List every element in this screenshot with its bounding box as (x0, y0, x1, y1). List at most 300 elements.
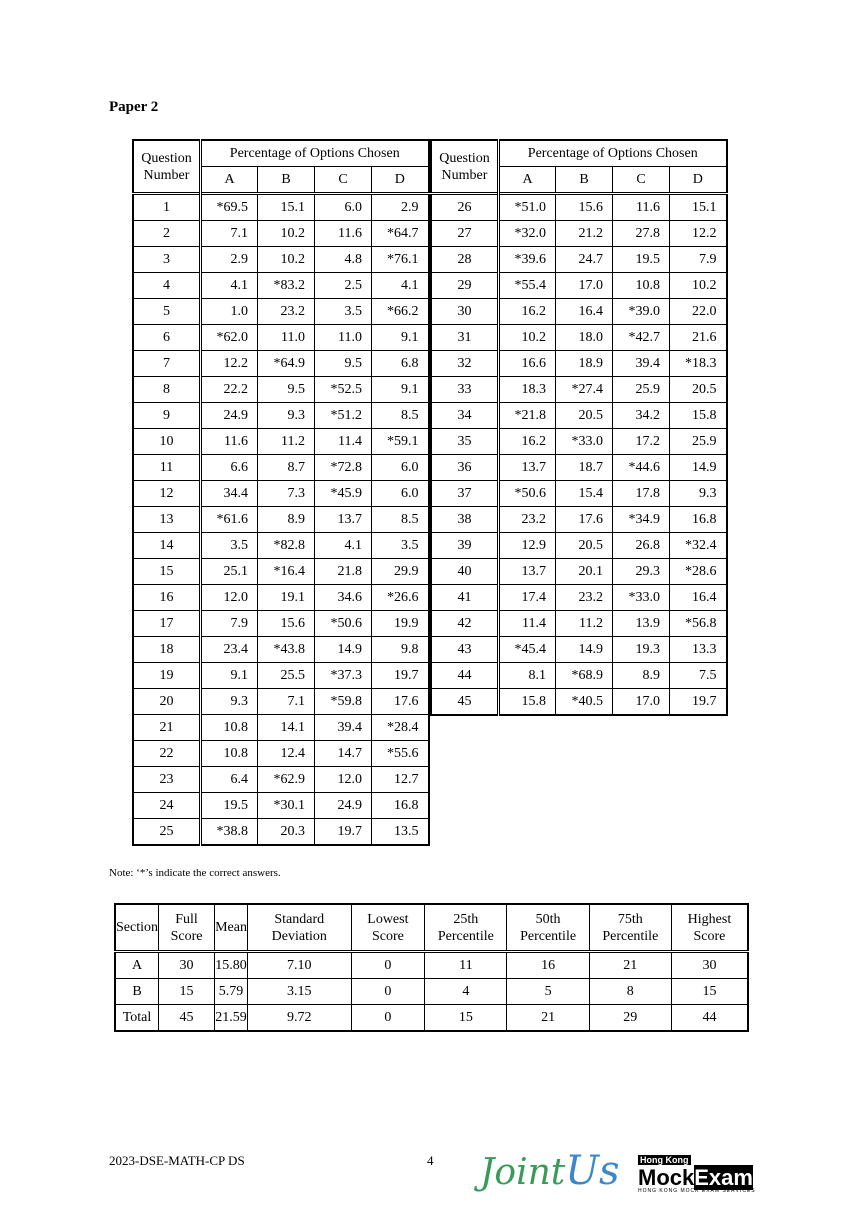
table-row (431, 351, 727, 377)
option-percentage: 8.7 (258, 455, 315, 481)
option-percentage: 20.5 (556, 403, 613, 429)
option-percentage: 17.2 (613, 429, 670, 455)
option-percentage: 16.6 (499, 351, 556, 377)
option-percentage: 17.4 (499, 585, 556, 611)
option-percentage: 16.4 (670, 585, 727, 611)
stats-cell: 30 (671, 952, 748, 979)
option-percentage: *45.9 (315, 481, 372, 507)
option-percentage: 25.5 (258, 663, 315, 689)
option-percentage: 20.3 (258, 819, 315, 846)
table-row (431, 507, 727, 533)
stats-cell: A (115, 952, 159, 979)
option-percentage: 16.2 (499, 429, 556, 455)
table-row (431, 533, 727, 559)
option-percentage: 27.8 (613, 221, 670, 247)
option-percentage: *34.9 (613, 507, 670, 533)
question-number: 23 (133, 767, 201, 793)
option-percentage: 19.7 (372, 663, 429, 689)
option-percentage: 17.8 (613, 481, 670, 507)
question-number-header: Question Number (133, 140, 201, 194)
option-percentage: 10.8 (201, 715, 258, 741)
option-percentage: 7.9 (670, 247, 727, 273)
option-percentage: 18.7 (556, 455, 613, 481)
option-percentage: 23.2 (499, 507, 556, 533)
option-percentage: 11.4 (315, 429, 372, 455)
question-number-header: Question Number (431, 140, 499, 194)
option-percentage: 10.2 (258, 221, 315, 247)
option-percentage: 10.2 (258, 247, 315, 273)
option-percentage: 19.5 (613, 247, 670, 273)
option-percentage: *18.3 (670, 351, 727, 377)
option-percentage: 17.6 (556, 507, 613, 533)
question-number: 13 (133, 507, 201, 533)
option-percentage: 7.3 (258, 481, 315, 507)
option-percentage: *68.9 (556, 663, 613, 689)
option-percentage: 24.9 (201, 403, 258, 429)
option-percentage: 12.9 (499, 533, 556, 559)
option-percentage: *30.1 (258, 793, 315, 819)
question-number: 19 (133, 663, 201, 689)
stats-cell: 8 (589, 979, 671, 1005)
option-percentage: *50.6 (315, 611, 372, 637)
option-percentage: 9.1 (372, 377, 429, 403)
option-percentage: 23.4 (201, 637, 258, 663)
option-percentage: 8.1 (499, 663, 556, 689)
note: Note: ‘*’s indicate the correct answers. (109, 867, 281, 879)
options-table-right (430, 139, 728, 716)
option-percentage: 22.2 (201, 377, 258, 403)
option-header: B (556, 167, 613, 194)
option-percentage: 14.9 (670, 455, 727, 481)
option-header: C (315, 167, 372, 194)
percentage-header: Percentage of Options Chosen (201, 140, 429, 167)
option-percentage: 4.1 (201, 273, 258, 299)
option-percentage: *27.4 (556, 377, 613, 403)
table-row (431, 403, 727, 429)
question-number: 2 (133, 221, 201, 247)
question-number: 27 (431, 221, 499, 247)
option-percentage: *59.8 (315, 689, 372, 715)
option-percentage: 12.7 (372, 767, 429, 793)
table-row (133, 611, 429, 637)
option-percentage: 20.1 (556, 559, 613, 585)
option-percentage: 11.2 (556, 611, 613, 637)
option-percentage: *66.2 (372, 299, 429, 325)
option-percentage: *51.0 (499, 194, 556, 221)
option-percentage: 13.5 (372, 819, 429, 846)
option-percentage: 7.5 (670, 663, 727, 689)
table-row (133, 663, 429, 689)
stats-cell: 44 (671, 1005, 748, 1032)
option-percentage: *62.9 (258, 767, 315, 793)
option-percentage: 34.6 (315, 585, 372, 611)
option-header: C (613, 167, 670, 194)
option-percentage: 10.8 (201, 741, 258, 767)
option-percentage: 12.2 (670, 221, 727, 247)
option-percentage: 13.7 (315, 507, 372, 533)
question-number: 31 (431, 325, 499, 351)
option-percentage: *72.8 (315, 455, 372, 481)
stats-header: Lowest Score (351, 904, 425, 952)
option-percentage: *69.5 (201, 194, 258, 221)
option-percentage: 11.4 (499, 611, 556, 637)
option-percentage: 2.9 (201, 247, 258, 273)
question-number: 39 (431, 533, 499, 559)
table-row (431, 247, 727, 273)
table-row (133, 741, 429, 767)
table-row (431, 221, 727, 247)
option-percentage: 17.0 (613, 689, 670, 716)
question-number: 30 (431, 299, 499, 325)
option-percentage: 34.2 (613, 403, 670, 429)
option-percentage: *26.6 (372, 585, 429, 611)
option-percentage: 19.9 (372, 611, 429, 637)
stats-cell: 5.79 (215, 979, 248, 1005)
page-number: 4 (427, 1153, 434, 1168)
question-number: 8 (133, 377, 201, 403)
option-percentage: 8.5 (372, 507, 429, 533)
option-percentage: 16.8 (670, 507, 727, 533)
option-percentage: *59.1 (372, 429, 429, 455)
option-percentage: 19.5 (201, 793, 258, 819)
question-number: 43 (431, 637, 499, 663)
table-row (133, 221, 429, 247)
option-percentage: 12.0 (315, 767, 372, 793)
table-row (431, 663, 727, 689)
option-percentage: 6.6 (201, 455, 258, 481)
question-number: 14 (133, 533, 201, 559)
option-percentage: 9.3 (258, 403, 315, 429)
option-header: B (258, 167, 315, 194)
option-percentage: 9.1 (372, 325, 429, 351)
stats-cell: 3.15 (247, 979, 351, 1005)
table-row (431, 689, 727, 716)
option-percentage: 6.0 (315, 194, 372, 221)
option-percentage: 14.7 (315, 741, 372, 767)
option-percentage: 10.8 (613, 273, 670, 299)
option-percentage: 23.2 (556, 585, 613, 611)
option-percentage: 15.1 (258, 194, 315, 221)
percentage-header: Percentage of Options Chosen (499, 140, 727, 167)
table-row (133, 715, 429, 741)
option-percentage: 25.9 (670, 429, 727, 455)
option-percentage: 6.4 (201, 767, 258, 793)
option-percentage: 16.4 (556, 299, 613, 325)
option-percentage: 10.2 (499, 325, 556, 351)
table-row (431, 481, 727, 507)
option-percentage: 19.7 (315, 819, 372, 846)
option-percentage: 9.5 (258, 377, 315, 403)
table-row (133, 299, 429, 325)
option-percentage: *42.7 (613, 325, 670, 351)
table-row (133, 689, 429, 715)
option-percentage: 9.3 (201, 689, 258, 715)
stats-cell: 16 (507, 952, 589, 979)
table-row (115, 952, 748, 979)
table-row (431, 585, 727, 611)
option-percentage: 7.1 (201, 221, 258, 247)
stats-cell: 15 (159, 979, 215, 1005)
table-row (431, 377, 727, 403)
option-percentage: 20.5 (556, 533, 613, 559)
option-percentage: 9.5 (315, 351, 372, 377)
question-number: 12 (133, 481, 201, 507)
option-percentage: 11.2 (258, 429, 315, 455)
question-number: 26 (431, 194, 499, 221)
question-number: 34 (431, 403, 499, 429)
option-percentage: *28.4 (372, 715, 429, 741)
question-number: 9 (133, 403, 201, 429)
question-number: 42 (431, 611, 499, 637)
option-percentage: *33.0 (556, 429, 613, 455)
table-row (115, 979, 748, 1005)
option-percentage: 34.4 (201, 481, 258, 507)
table-row (133, 819, 429, 846)
stats-header: 50th Percentile (507, 904, 589, 952)
table-row (431, 637, 727, 663)
question-number: 11 (133, 455, 201, 481)
option-percentage: 2.9 (372, 194, 429, 221)
question-number: 21 (133, 715, 201, 741)
option-percentage: 19.1 (258, 585, 315, 611)
table-row (133, 403, 429, 429)
table-row (133, 194, 429, 221)
table-row (431, 194, 727, 221)
option-percentage: 25.1 (201, 559, 258, 585)
option-percentage: 15.1 (670, 194, 727, 221)
option-percentage: 13.7 (499, 455, 556, 481)
option-percentage: 9.3 (670, 481, 727, 507)
option-percentage: *76.1 (372, 247, 429, 273)
option-percentage: 6.0 (372, 481, 429, 507)
option-percentage: 20.5 (670, 377, 727, 403)
option-percentage: 11.6 (613, 194, 670, 221)
option-percentage: *37.3 (315, 663, 372, 689)
option-percentage: 21.6 (670, 325, 727, 351)
stats-header: Standard Deviation (247, 904, 351, 952)
option-percentage: 7.9 (201, 611, 258, 637)
question-number: 7 (133, 351, 201, 377)
stats-cell: 7.10 (247, 952, 351, 979)
table-row (133, 767, 429, 793)
question-number: 24 (133, 793, 201, 819)
stats-cell: 15.80 (215, 952, 248, 979)
option-percentage: *56.8 (670, 611, 727, 637)
option-percentage: 19.7 (670, 689, 727, 716)
table-row (133, 325, 429, 351)
stats-cell: 9.72 (247, 1005, 351, 1032)
table-row (431, 611, 727, 637)
option-percentage: 21.2 (556, 221, 613, 247)
option-percentage: 4.1 (315, 533, 372, 559)
question-number: 45 (431, 689, 499, 716)
question-number: 5 (133, 299, 201, 325)
table-row (133, 351, 429, 377)
table-row (133, 585, 429, 611)
option-percentage: 15.8 (670, 403, 727, 429)
option-percentage: 15.8 (499, 689, 556, 716)
table-row (133, 377, 429, 403)
option-percentage: 11.6 (201, 429, 258, 455)
question-number: 25 (133, 819, 201, 846)
option-percentage: *83.2 (258, 273, 315, 299)
option-percentage: 6.8 (372, 351, 429, 377)
option-percentage: 11.0 (258, 325, 315, 351)
table-row (431, 455, 727, 481)
option-percentage: *38.8 (201, 819, 258, 846)
option-header: D (372, 167, 429, 194)
option-percentage: 2.5 (315, 273, 372, 299)
option-percentage: 18.3 (499, 377, 556, 403)
table-row (133, 273, 429, 299)
option-header: D (670, 167, 727, 194)
option-percentage: 3.5 (201, 533, 258, 559)
option-percentage: 11.6 (315, 221, 372, 247)
option-percentage: 24.7 (556, 247, 613, 273)
footer-code: 2023-DSE-MATH-CP DS (109, 1153, 245, 1168)
stats-header: 75th Percentile (589, 904, 671, 952)
option-percentage: *39.6 (499, 247, 556, 273)
option-header: A (201, 167, 258, 194)
stats-header: Section (115, 904, 159, 952)
stats-cell: 21 (507, 1005, 589, 1032)
table-row (431, 559, 727, 585)
option-percentage: 12.4 (258, 741, 315, 767)
option-percentage: 39.4 (315, 715, 372, 741)
option-percentage: 4.1 (372, 273, 429, 299)
option-percentage: 7.1 (258, 689, 315, 715)
question-number: 36 (431, 455, 499, 481)
option-percentage: 1.0 (201, 299, 258, 325)
question-number: 3 (133, 247, 201, 273)
table-row (133, 507, 429, 533)
stats-cell: 5 (507, 979, 589, 1005)
question-number: 22 (133, 741, 201, 767)
stats-cell: 15 (425, 1005, 507, 1032)
option-percentage: *33.0 (613, 585, 670, 611)
option-percentage: 14.1 (258, 715, 315, 741)
table-row (431, 299, 727, 325)
option-percentage: 39.4 (613, 351, 670, 377)
option-percentage: 12.0 (201, 585, 258, 611)
option-percentage: *55.6 (372, 741, 429, 767)
option-percentage: *64.9 (258, 351, 315, 377)
stats-header: Highest Score (671, 904, 748, 952)
option-percentage: 13.9 (613, 611, 670, 637)
table-row (133, 247, 429, 273)
option-percentage: 15.6 (556, 194, 613, 221)
option-percentage: 11.0 (315, 325, 372, 351)
option-percentage: 14.9 (315, 637, 372, 663)
stats-cell: 4 (425, 979, 507, 1005)
option-percentage: 4.8 (315, 247, 372, 273)
option-percentage: *44.6 (613, 455, 670, 481)
stats-cell: Total (115, 1005, 159, 1032)
option-percentage: 26.8 (613, 533, 670, 559)
stats-cell: 0 (351, 952, 425, 979)
option-percentage: *21.8 (499, 403, 556, 429)
question-number: 18 (133, 637, 201, 663)
option-percentage: 8.5 (372, 403, 429, 429)
question-number: 16 (133, 585, 201, 611)
option-percentage: 24.9 (315, 793, 372, 819)
stats-cell: 15 (671, 979, 748, 1005)
option-percentage: 8.9 (258, 507, 315, 533)
option-percentage: *50.6 (499, 481, 556, 507)
option-percentage: 19.3 (613, 637, 670, 663)
option-percentage: 23.2 (258, 299, 315, 325)
table-row (133, 793, 429, 819)
option-percentage: *52.5 (315, 377, 372, 403)
option-percentage: 16.8 (372, 793, 429, 819)
table-row (431, 325, 727, 351)
question-number: 35 (431, 429, 499, 455)
option-percentage: 22.0 (670, 299, 727, 325)
question-number: 15 (133, 559, 201, 585)
question-number: 38 (431, 507, 499, 533)
stats-cell: B (115, 979, 159, 1005)
option-percentage: 13.7 (499, 559, 556, 585)
question-number: 37 (431, 481, 499, 507)
question-number: 33 (431, 377, 499, 403)
table-row (431, 273, 727, 299)
option-percentage: *39.0 (613, 299, 670, 325)
option-percentage: 18.9 (556, 351, 613, 377)
option-percentage: 17.0 (556, 273, 613, 299)
option-percentage: 3.5 (315, 299, 372, 325)
options-table-left (132, 139, 430, 846)
table-row (133, 533, 429, 559)
option-percentage: *16.4 (258, 559, 315, 585)
question-number: 4 (133, 273, 201, 299)
table-row (133, 559, 429, 585)
option-percentage: *55.4 (499, 273, 556, 299)
option-percentage: 14.9 (556, 637, 613, 663)
question-number: 6 (133, 325, 201, 351)
question-number: 10 (133, 429, 201, 455)
stats-cell: 0 (351, 1005, 425, 1032)
stats-cell: 0 (351, 979, 425, 1005)
option-percentage: *82.8 (258, 533, 315, 559)
option-percentage: 21.8 (315, 559, 372, 585)
option-percentage: 6.0 (372, 455, 429, 481)
stats-header: Mean (215, 904, 248, 952)
option-percentage: *28.6 (670, 559, 727, 585)
option-percentage: 3.5 (372, 533, 429, 559)
option-percentage: *45.4 (499, 637, 556, 663)
option-percentage: 17.6 (372, 689, 429, 715)
option-percentage: *43.8 (258, 637, 315, 663)
stats-cell: 29 (589, 1005, 671, 1032)
statistics-table (114, 903, 749, 1032)
table-row (133, 481, 429, 507)
option-header: A (499, 167, 556, 194)
hk-mock-exam-logo: Hong Kong MockExam HONG KONG MOCK EXAM SERVICES (638, 1155, 756, 1194)
option-percentage: 9.8 (372, 637, 429, 663)
option-percentage: 12.2 (201, 351, 258, 377)
option-percentage: *32.0 (499, 221, 556, 247)
stats-cell: 45 (159, 1005, 215, 1032)
option-percentage: 15.4 (556, 481, 613, 507)
table-row (133, 429, 429, 455)
question-number: 28 (431, 247, 499, 273)
question-number: 29 (431, 273, 499, 299)
option-percentage: *32.4 (670, 533, 727, 559)
option-percentage: 29.9 (372, 559, 429, 585)
stats-cell: 21.59 (215, 1005, 248, 1032)
option-percentage: *51.2 (315, 403, 372, 429)
option-percentage: *64.7 (372, 221, 429, 247)
